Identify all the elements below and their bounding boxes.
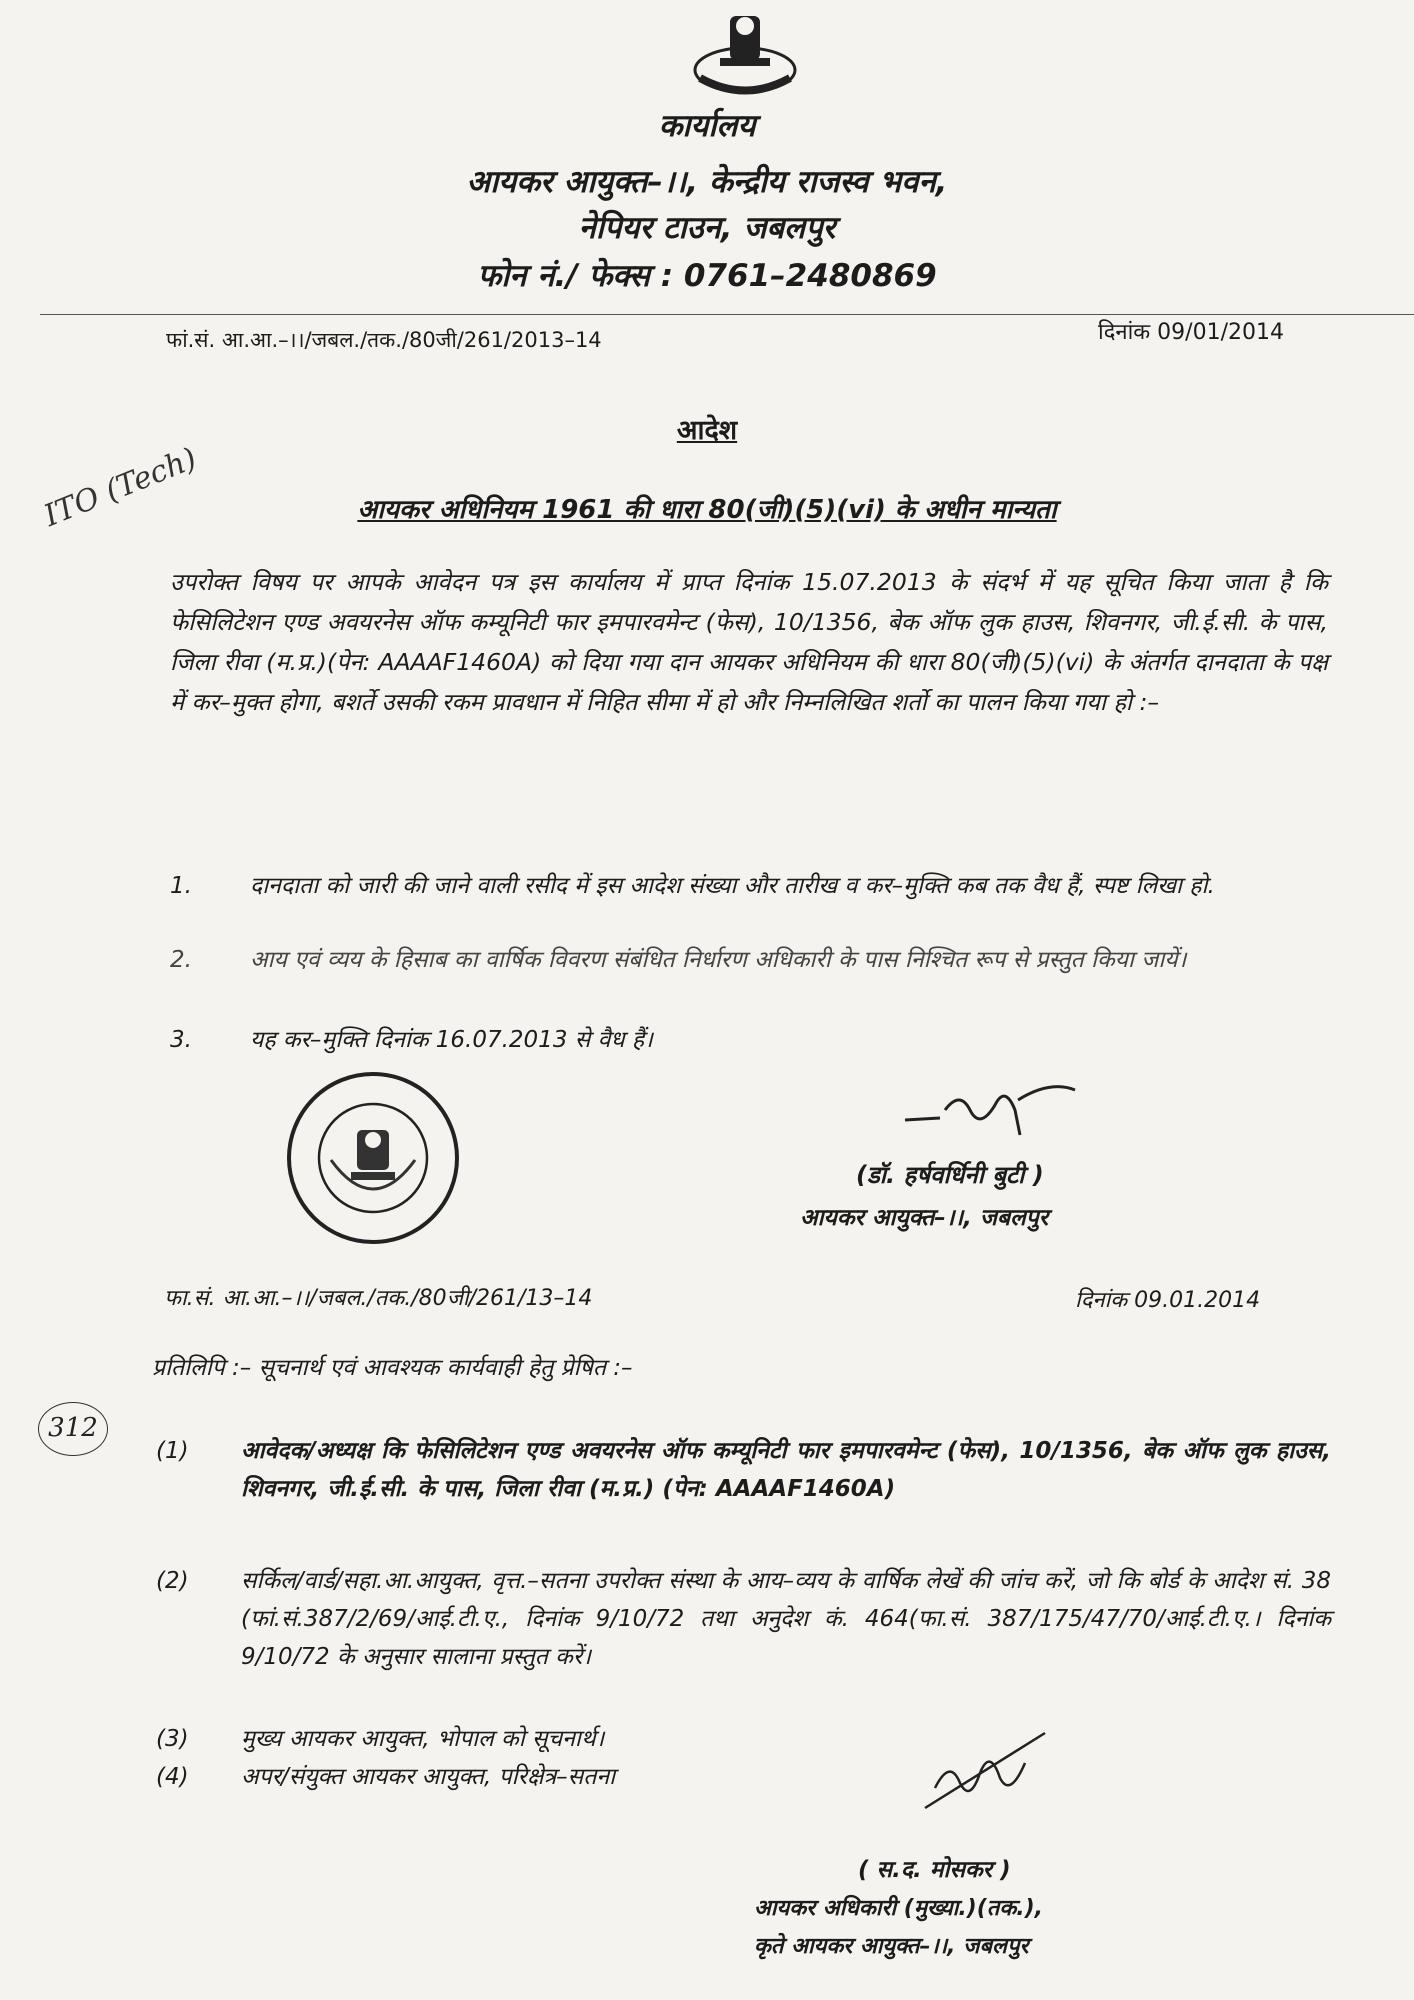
copy-item-number: (3) — [156, 1726, 189, 1752]
order-body: उपरोक्त विषय पर आपके आवेदन पत्र इस कार्यालय में प्राप्त दिनांक 15.07.2013 के संदर्भ में यह सूचित किया जाता है कि फेसिलिटेशन एण्ड अवयरनेस ऑफ कम्यूनिटी फार इमपारवमेन्ट (फेस), 10/1356, बेक ऑफ लुक हाउस, शिवनगर, जी.ई.सी. के पास, जिला रीवा (म.प्र.)(पेन: AAAAF1460A) को दिया गया दान आयकर अधिनियम की धारा 80(जी)(5)(vi) के अंतर्गत दानदाता के पक्ष में कर–मुक्त होगा, बशर्ते उसकी रकम प्रावधान में निहित सीमा में हो और निम्नलिखित शर्तो का पालन किया गया हो :– — [170, 568, 1328, 716]
condition-number: 1. — [170, 873, 192, 899]
commissioner-name: (डॉ. हर्षवर्धिनी बुटी ) — [856, 1161, 1044, 1189]
officer-name: ( स.द. मोसकर ) — [858, 1857, 1011, 1883]
margin-note: ITO (Tech) — [39, 441, 202, 534]
office-line2: नेपियर टाउन, जबलपुर — [578, 210, 836, 246]
condition-number: 2. — [170, 947, 192, 973]
condition-text: दानदाता को जारी की जाने वाली रसीद में इस आदेश संख्या और तारीख व कर–मुक्ति कब तक वैध हैं, स्पष्ट लिखा हो. — [250, 873, 1215, 899]
official-seal-icon — [283, 1068, 463, 1248]
condition-number: 3. — [170, 1027, 192, 1053]
condition-text: यह कर–मुक्ति दिनांक 16.07.2013 से वैध हैं। — [250, 1027, 653, 1053]
header-divider — [40, 314, 1414, 315]
emblem-icon — [690, 8, 800, 103]
copy-file-reference: फा.सं. आ.आ.–।।/जबल./तक./80जी/261/13–14 — [164, 1286, 593, 1311]
margin-number: 312 — [38, 1402, 108, 1456]
commissioner-designation: आयकर आयुक्त–।।, जबलपुर — [800, 1205, 1049, 1231]
signature-officer — [915, 1728, 1055, 1818]
order-title: आदेश — [676, 415, 738, 446]
order-subject: आयकर अधिनियम 1961 की धारा 80(जी)(5)(vi) के अधीन मान्यता — [357, 495, 1057, 525]
order-date: दिनांक 09/01/2014 — [1098, 320, 1284, 345]
copy-item-number: (2) — [156, 1568, 189, 1594]
officer-designation: आयकर अधिकारी (मुख्या.)(तक.), — [754, 1896, 1043, 1921]
copy-item-number: (1) — [156, 1438, 189, 1464]
copy-item-text: मुख्य आयकर आयुक्त, भोपाल को सूचनार्थ। — [241, 1726, 605, 1752]
copy-item-text: आवेदक/अध्यक्ष कि फेसिलिटेशन एण्ड अवयरनेस ऑफ कम्यूनिटी फार इमपारवमेन्ट (फेस), 10/1356, बेक ऑफ लुक हाउस, शिवनगर, जी.ई.सी. के पास, जिला रीवा (म.प्र.) (पेन: AAAAF1460A) — [241, 1438, 1331, 1502]
file-reference: फां.सं. आ.आ.–।।/जबल./तक./80जी/261/2013–14 — [166, 328, 602, 352]
copy-item-text: सर्किल/वार्ड/सहा.आ.आयुक्त, वृत्त.–सतना उपरोक्त संस्था के आय–व्यय के वार्षिक लेखें की जांच करें, जो कि बोर्ड के आदेश सं. 38 (फां.सं.387/2/69/आई.टी.ए., दिनांक 9/10/72 तथा अनुदेश कं. 464(फा.सं. 387/175/47/70/आई.टी.ए.। दिनांक 9/10/72 के अनुसार सालाना प्रस्तुत करें। — [241, 1568, 1331, 1670]
office-line1: आयकर आयुक्त–।।, केन्द्रीय राजस्व भवन, — [466, 164, 948, 200]
copy-item-text: अपर/संयुक्त आयकर आयुक्त, परिक्षेत्र–सतना — [241, 1764, 616, 1790]
copy-to-heading: प्रतिलिपि :– सूचनार्थ एवं आवश्यक कार्यवाही हेतु प्रेषित :– — [152, 1355, 633, 1381]
office-title: कार्यालय — [658, 108, 756, 144]
condition-text: आय एवं व्यय के हिसाब का वार्षिक विवरण संबंधित निर्धारण अधिकारी के पास निश्चित रूप से प्रस्तुत किया जायें। — [250, 947, 1187, 973]
phone-fax: फोन नं./ फेक्स : 0761–2480869 — [477, 258, 937, 294]
copy-date: दिनांक 09.01.2014 — [1075, 1288, 1261, 1313]
officer-on-behalf: कृते आयकर आयुक्त–।।, जबलपुर — [754, 1934, 1029, 1959]
signature-commissioner — [900, 1080, 1080, 1140]
copy-item-number: (4) — [156, 1764, 189, 1790]
